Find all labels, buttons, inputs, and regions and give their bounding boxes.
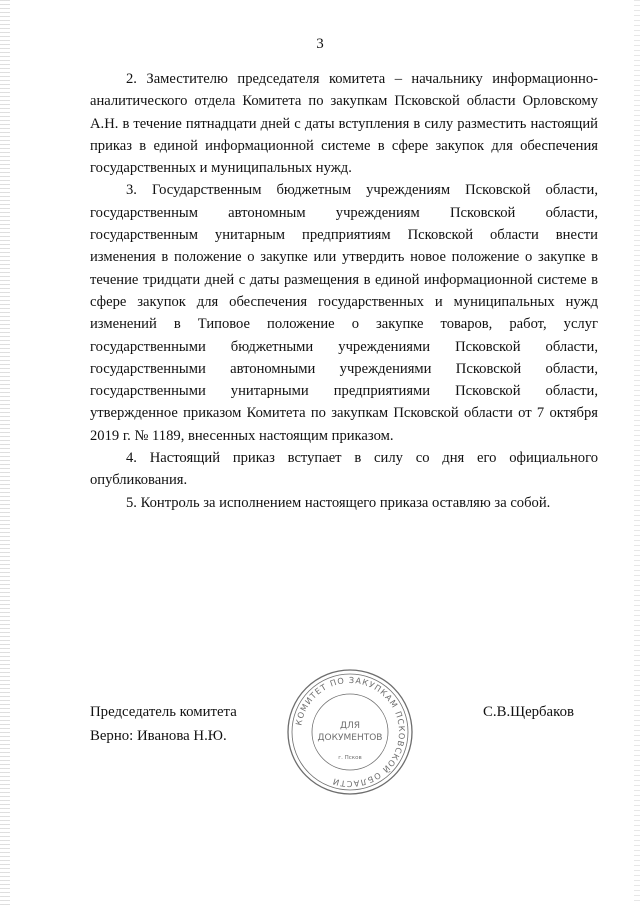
stamp-city: г. Псков xyxy=(338,755,362,761)
svg-text:КОМИТЕТ ПО ЗАКУПКАМ ПСКОВСКОЙ xyxy=(293,675,407,789)
paragraph-2: 2. Заместителю председателя комитета – начальнику информационно-аналитического отдела Комитета по закупкам Псковской области Орловскому А.Н. в течение пятнадцати дней с даты вступления в силу разместить настоящий приказ в единой информационной системе в сфере закупок для обеспечения государственных и муниципальных нужд. xyxy=(90,71,598,177)
signatory-position: Председатель комитета xyxy=(90,704,237,720)
page-number: 3 xyxy=(316,36,324,52)
certification-note: Верно: Иванова Н.Ю. xyxy=(90,728,227,744)
stamp-ring-text: КОМИТЕТ ПО ЗАКУПКАМ ПСКОВСКОЙ ОБЛАСТИ xyxy=(293,674,408,790)
signature-block xyxy=(90,700,237,748)
stamp-center-line1: ДЛЯ xyxy=(339,721,361,731)
scan-edge-left xyxy=(0,0,10,905)
paragraph-3: 3. Государственным бюджетным учреждениям Псковской области, государственным автономным учреждениям Псковской области, государственным унитарным предприятиям Псковской области внести изменения в положение о закупке или утвердить новое положение о закупке в течение тридцати дней с даты размещения в единой информационной системе в сфере закупок для обеспечения государственных и муниципальных нужд изменений в Типовое положение о закупке товаров, работ, услуг государственными бюджетными учреждениями Псковской области, государственными автономными учреждениями Псковской области, государственными унитарными предприятиями Псковской области, утвержденное приказом Комитета по закупкам Псковской области от 7 октября 2019 г. № 1189, внесенных настоящим приказом. xyxy=(90,182,598,444)
scan-edge-right xyxy=(634,0,640,905)
document-body xyxy=(90,68,598,514)
signatory-name: С.В.Щербаков xyxy=(483,704,574,720)
paragraph-4: 4. Настоящий приказ вступает в силу со дня его официального опубликования. xyxy=(90,450,598,489)
stamp-center-line2: ДОКУМЕНТОВ xyxy=(317,733,383,743)
paragraph-5: 5. Контроль за исполнением настоящего приказа оставляю за собой. xyxy=(126,494,551,511)
official-stamp xyxy=(284,666,416,798)
